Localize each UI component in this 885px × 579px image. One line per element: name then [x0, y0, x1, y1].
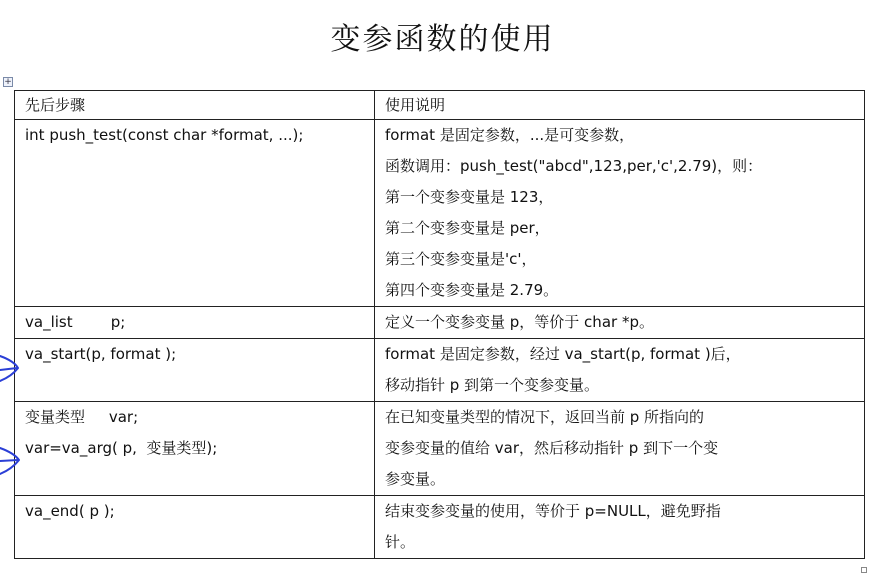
description-line: format 是固定参数，经过 va_start(p, format )后，	[385, 345, 741, 363]
description-line: 第三个变参变量是'c'，	[385, 250, 537, 268]
description-line: 第二个变参变量是 per，	[385, 219, 550, 237]
description-line: 参变量。	[385, 470, 446, 488]
step-cell	[15, 339, 375, 402]
description-line: 结束变参变量的使用，等价于 p=NULL，避免野指	[385, 502, 721, 520]
step-line: 变量类型 var;	[25, 408, 139, 426]
table-header-row	[15, 91, 865, 120]
description-line: 第四个变参变量是 2.79。	[385, 281, 559, 299]
header-description: 使用说明	[375, 91, 865, 120]
step-cell	[15, 120, 375, 307]
description-cell	[375, 402, 865, 496]
table-move-handle-icon[interactable]: +	[4, 77, 12, 87]
description-line: 变参变量的值给 var，然后移动指针 p 到下一个变	[385, 439, 719, 457]
step-cell	[15, 496, 375, 559]
description-cell	[375, 307, 865, 339]
step-line: var=va_arg( p, 变量类型);	[25, 439, 218, 457]
steps-table	[14, 90, 865, 559]
page-title: 变参函数的使用	[330, 22, 555, 57]
description-line: 第一个变参变量是 123，	[385, 188, 554, 206]
table-row	[15, 496, 865, 559]
table-row	[15, 339, 865, 402]
table-row	[15, 402, 865, 496]
description-line: 针。	[385, 533, 416, 551]
step-line: va_start(p, format );	[25, 345, 177, 363]
step-cell	[15, 307, 375, 339]
step-line: va_end( p );	[25, 502, 115, 520]
step-cell	[15, 402, 375, 496]
header-steps: 先后步骤	[15, 91, 375, 120]
step-line: va_list p;	[25, 313, 126, 331]
description-cell	[375, 339, 865, 402]
description-cell	[375, 496, 865, 559]
description-cell	[375, 120, 865, 307]
description-line: format 是固定参数，...是可变参数，	[385, 126, 635, 144]
description-line: 在已知变量类型的情况下，返回当前 p 所指向的	[385, 408, 705, 426]
table-resize-handle-icon[interactable]	[861, 567, 867, 573]
description-line: 函数调用：push_test("abcd",123,per,'c',2.79)，则：	[385, 157, 763, 175]
description-line: 定义一个变参变量 p，等价于 char *p。	[385, 313, 654, 331]
table-row	[15, 307, 865, 339]
description-line: 移动指针 p 到第一个变参变量。	[385, 376, 600, 394]
step-line: int push_test(const char *format, ...);	[25, 126, 304, 144]
table-row	[15, 120, 865, 307]
